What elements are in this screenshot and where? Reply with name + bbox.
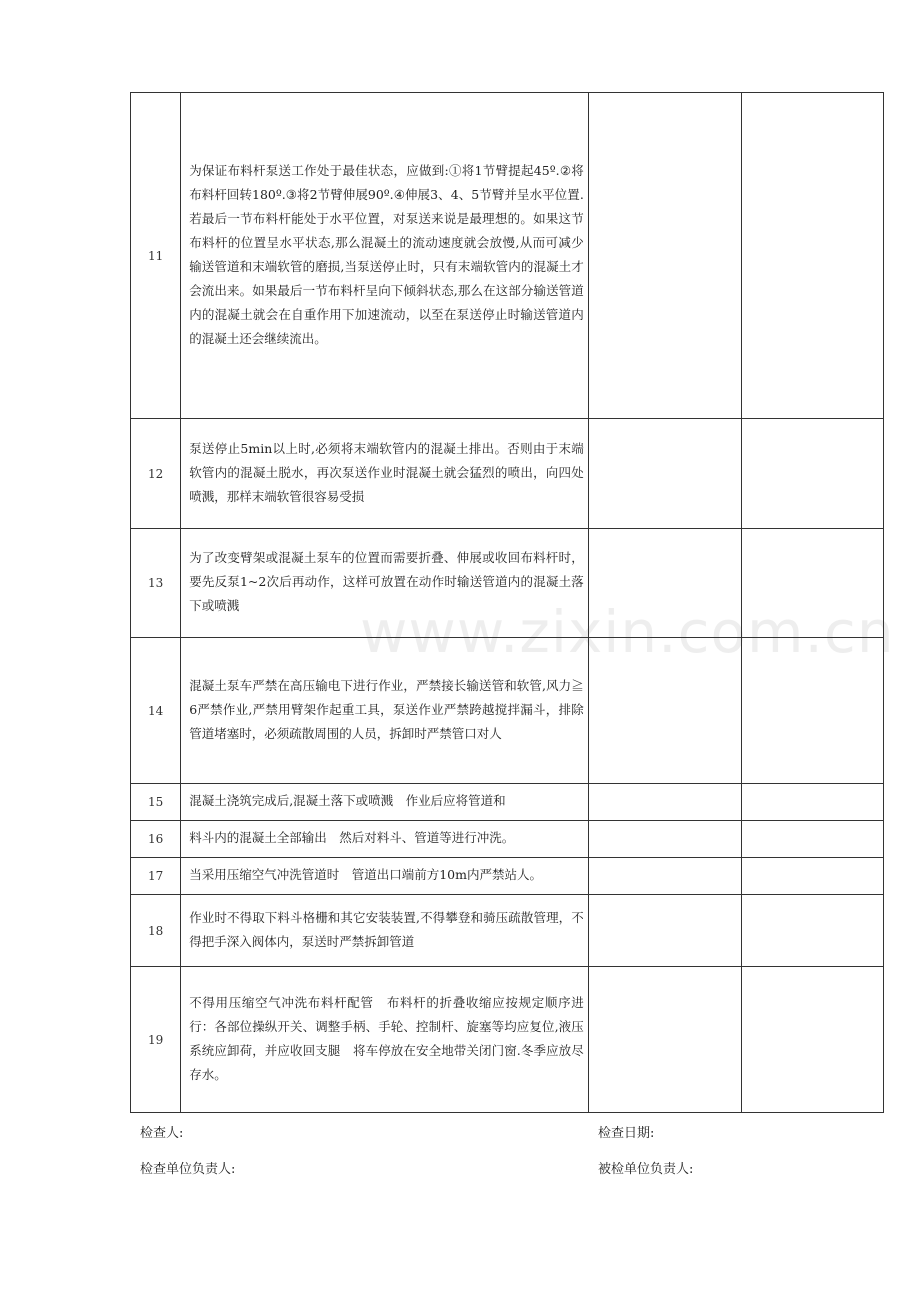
item-content: 料斗内的混凝土全部输出 然后对料斗、管道等进行冲洗。 bbox=[181, 821, 589, 858]
check-result-cell[interactable] bbox=[588, 93, 742, 419]
remarks-cell[interactable] bbox=[742, 967, 884, 1113]
table-row bbox=[131, 821, 884, 858]
item-content: 当采用压缩空气冲洗管道时 管道出口端前方10m内严禁站人。 bbox=[181, 858, 589, 895]
table-row bbox=[131, 784, 884, 821]
inspected-unit-head-label: 被检单位负责人: bbox=[598, 1162, 694, 1177]
item-number: 13 bbox=[131, 529, 181, 638]
item-content: 为保证布料杆泵送工作处于最佳状态，应做到:①将1节臂提起45º.②将布料杆回转180º.③将2节臂伸展90º.④伸展3、4、5节臂并呈水平位置.若最后一节布料杆能处于水平位置，对泵送来说是最理想的。如果这节布料杆的位置呈水平状态,那么混凝土的流动速度就会放慢,从而可减少输送管道和末端软管的磨损,当泵送停止时，只有末端软管内的混凝土才会流出来。如果最后一节布料杆呈向下倾斜状态,那么在这部分输送管道内的混凝土就会在自重作用下加速流动，以至在泵送停止时输送管道内的混凝土还会继续流出。 bbox=[181, 93, 589, 419]
item-number: 11 bbox=[131, 93, 181, 419]
item-number: 15 bbox=[131, 784, 181, 821]
inspection-checklist-table bbox=[130, 92, 884, 1113]
item-number: 12 bbox=[131, 419, 181, 529]
remarks-cell[interactable] bbox=[742, 638, 884, 784]
table-row bbox=[131, 419, 884, 529]
check-result-cell[interactable] bbox=[588, 821, 742, 858]
item-number: 18 bbox=[131, 895, 181, 967]
check-result-cell[interactable] bbox=[588, 967, 742, 1113]
remarks-cell[interactable] bbox=[742, 858, 884, 895]
remarks-cell[interactable] bbox=[742, 93, 884, 419]
inspector-label: 检查人: bbox=[140, 1126, 184, 1141]
table-row bbox=[131, 858, 884, 895]
item-number: 19 bbox=[131, 967, 181, 1113]
check-result-cell[interactable] bbox=[588, 784, 742, 821]
item-content: 为了改变臂架或混凝土泵车的位置而需要折叠、伸展或收回布料杆时，要先反泵1~2次后再动作，这样可放置在动作时输送管道内的混凝土落下或喷溅 bbox=[181, 529, 589, 638]
table-row bbox=[131, 895, 884, 967]
inspecting-unit-head-label: 检查单位负责人: bbox=[140, 1162, 236, 1177]
remarks-cell[interactable] bbox=[742, 784, 884, 821]
item-number: 17 bbox=[131, 858, 181, 895]
check-result-cell[interactable] bbox=[588, 419, 742, 529]
item-content: 混凝土泵车严禁在高压输电下进行作业，严禁接长输送管和软管,风力≧6严禁作业,严禁用臂架作起重工具，泵送作业严禁跨越搅拌漏斗，排除管道堵塞时，必须疏散周围的人员，拆卸时严禁管口对人 bbox=[181, 638, 589, 784]
check-result-cell[interactable] bbox=[588, 895, 742, 967]
item-content: 混凝土浇筑完成后,混凝土落下或喷溅 作业后应将管道和 bbox=[181, 784, 589, 821]
item-content: 作业时不得取下料斗格栅和其它安装装置,不得攀登和骑压疏散管理，不得把手深入阀体内，泵送时严禁拆卸管道 bbox=[181, 895, 589, 967]
item-number: 14 bbox=[131, 638, 181, 784]
remarks-cell[interactable] bbox=[742, 419, 884, 529]
check-result-cell[interactable] bbox=[588, 638, 742, 784]
remarks-cell[interactable] bbox=[742, 895, 884, 967]
item-content: 泵送停止5min以上时,必须将末端软管内的混凝土排出。否则由于末端软管内的混凝土脱水，再次泵送作业时混凝土就会猛烈的喷出，向四处喷溅，那样末端软管很容易受损 bbox=[181, 419, 589, 529]
table-row bbox=[131, 967, 884, 1113]
watermark: www.zixin.com.cn bbox=[360, 598, 895, 666]
remarks-cell[interactable] bbox=[742, 821, 884, 858]
item-number: 16 bbox=[131, 821, 181, 858]
table-row bbox=[131, 638, 884, 784]
item-content: 不得用压缩空气冲洗布料杆配管 布料杆的折叠收缩应按规定顺序进行：各部位操纵开关、调整手柄、手轮、控制杆、旋塞等均应复位,液压系统应卸荷，并应收回支腿 将车停放在安全地带关闭门窗.冬季应放尽存水。 bbox=[181, 967, 589, 1113]
check-result-cell[interactable] bbox=[588, 858, 742, 895]
remarks-cell[interactable] bbox=[742, 529, 884, 638]
table-row bbox=[131, 529, 884, 638]
inspection-date-label: 检查日期: bbox=[598, 1126, 655, 1141]
table-row bbox=[131, 93, 884, 419]
check-result-cell[interactable] bbox=[588, 529, 742, 638]
